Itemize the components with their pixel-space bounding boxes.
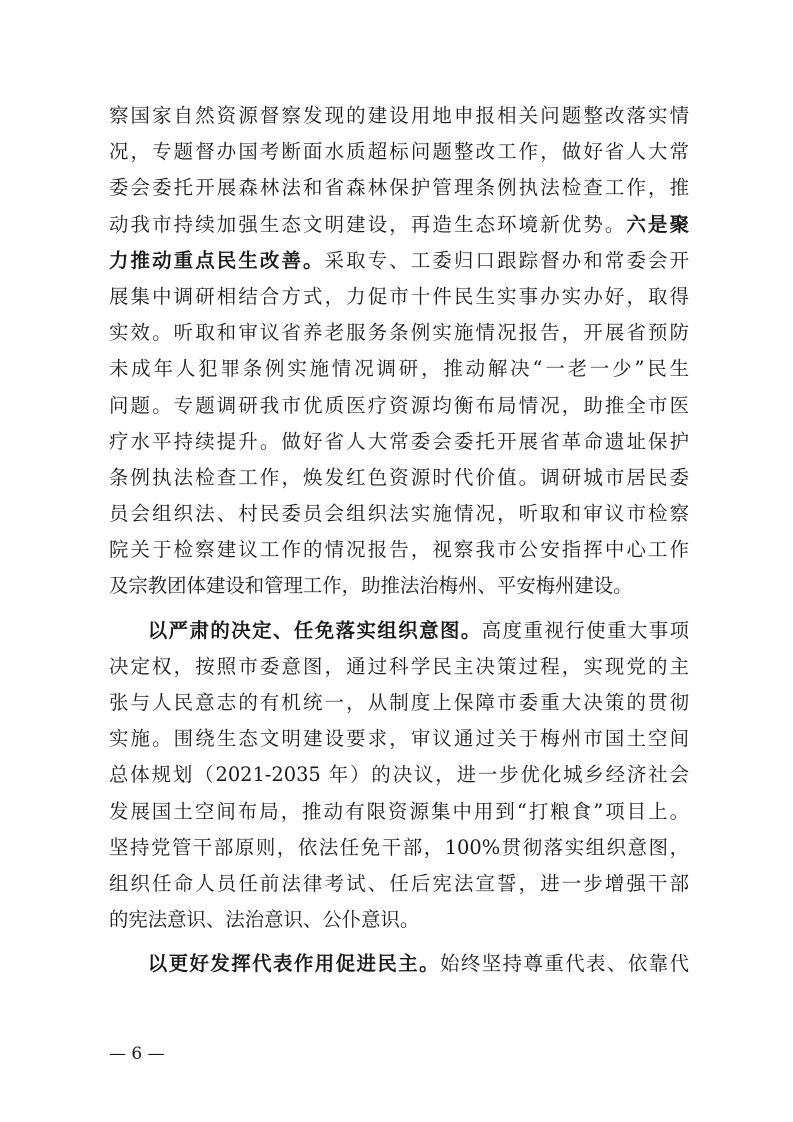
text-run: 员会组织法、村民委员会组织法实施情况，听取和审议市检察 xyxy=(109,502,689,526)
text-run: 条例执法检查工作，焕发红色资源时代价值。调研城市居民委 xyxy=(109,465,689,489)
text-line xyxy=(109,279,689,315)
text-run: 实施。围绕生态文明建设要求，审议通过关于梅州市国土空间 xyxy=(109,727,689,751)
paragraph-gap xyxy=(109,938,689,946)
paragraph-gap xyxy=(109,605,689,613)
text-run: 况，专题督办国考断面水质超标问题整改工作，做好省人大常 xyxy=(109,140,689,164)
text-line xyxy=(109,568,689,604)
text-line xyxy=(109,134,689,170)
text-line xyxy=(109,98,689,134)
text-line xyxy=(109,460,689,496)
text-run: 高度重视行使重大事项 xyxy=(481,618,690,642)
text-line xyxy=(109,243,689,279)
text-line xyxy=(109,207,689,243)
text-line xyxy=(109,388,689,424)
text-line xyxy=(109,866,689,902)
text-line xyxy=(109,721,689,757)
text-line xyxy=(109,757,689,793)
text-run: 发展国土空间布局，推动有限资源集中用到“打粮食”项目上。 xyxy=(109,799,689,823)
text-line xyxy=(109,532,689,568)
text-line xyxy=(109,649,689,685)
text-run: 始终坚持尊重代表、依靠代 xyxy=(440,952,690,976)
text-run: 及宗教团体建设和管理工作，助推法治梅州、平安梅州建设。 xyxy=(109,574,633,598)
text-line xyxy=(109,946,689,982)
text-run: 组织任命人员任前法律考试、任后宪法宣誓，进一步增强干部 xyxy=(109,871,689,895)
text-run: 张与人民意志的有机统一，从制度上保障市委重大决策的贯彻 xyxy=(109,691,689,714)
text-run: 动我市持续加强生态文明建设，再造生态环境新优势。 xyxy=(109,212,627,236)
text-run: 坚持党管干部原则，依法任免干部，100%贯彻落实组织意图， xyxy=(109,835,689,859)
text-line xyxy=(109,351,689,387)
bold-heading-run: 以严肃的决定、任免落实组织意图。 xyxy=(147,618,482,642)
text-run: 察国家自然资源督察发现的建设用地申报相关问题整改落实情 xyxy=(109,104,689,127)
text-line xyxy=(109,613,689,649)
text-line xyxy=(109,830,689,866)
text-run: 问题。专题调研我市优质医疗资源均衡布局情况，助推全市医 xyxy=(109,393,689,417)
text-line xyxy=(109,794,689,830)
paragraph-decisions-appointments xyxy=(109,613,689,939)
text-run: 委会委托开展森林法和省森林保护管理条例执法检查工作，推 xyxy=(109,176,689,200)
text-line xyxy=(109,424,689,460)
text-run: 展集中调研相结合方式，力促市十件民生实事办实办好，取得 xyxy=(109,284,689,308)
text-run: 疗水平持续提升。做好省人大常委会委托开展省革命遗址保护 xyxy=(109,429,689,453)
paragraph-deputies xyxy=(109,946,689,982)
page-number: — 6 — xyxy=(109,1044,165,1064)
text-run: 院关于检察建议工作的情况报告，视察我市公安指挥中心工作 xyxy=(109,538,689,562)
text-run: 总体规划（2021-2035 年）的决议，进一步优化城乡经济社会 xyxy=(109,763,689,787)
text-line xyxy=(109,902,689,938)
text-line xyxy=(109,170,689,206)
bold-heading-run: 以更好发挥代表作用促进民主。 xyxy=(147,952,441,976)
bold-heading-run: 六是聚 xyxy=(626,212,689,236)
paragraph-ecology-livelihood xyxy=(109,98,689,605)
text-run: 实效。听取和审议省养老服务条例实施情况报告，开展省预防 xyxy=(109,321,689,345)
text-run: 的宪法意识、法治意识、公仆意识。 xyxy=(109,908,420,932)
bold-heading-run: 力推动重点民生改善。 xyxy=(109,248,325,272)
text-line xyxy=(109,496,689,532)
text-line xyxy=(109,315,689,351)
text-run: 决定权，按照市委意图，通过科学民主决策过程，实现党的主 xyxy=(109,654,689,678)
text-run: 未成年人犯罪条例实施情况调研，推动解决“一老一少”民生 xyxy=(109,357,689,381)
text-run: 采取专、工委归口跟踪督办和常委会开 xyxy=(324,248,690,272)
text-line xyxy=(109,685,689,721)
body-text xyxy=(109,98,689,983)
